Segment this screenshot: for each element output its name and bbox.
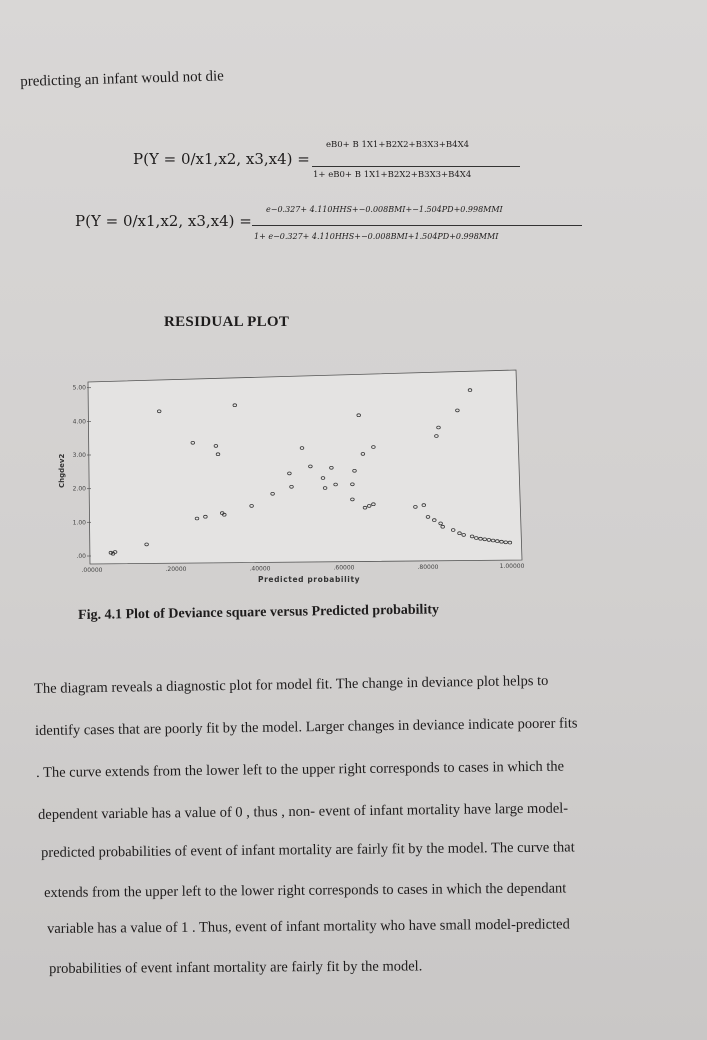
plot-frame bbox=[88, 370, 522, 564]
paragraph-line: dependent variable has a value of 0 , thus , non- event of infant mortality have large model- bbox=[37, 800, 569, 823]
paragraph-line: probabilities of event infant mortality are fairly fit by the model. bbox=[48, 958, 423, 977]
paragraph-line: . The curve extends from the lower left to the upper right corresponds to cases in which the bbox=[35, 758, 565, 781]
formula-1-lhs: P(Y = 0/x1,x2, x3,x4) = bbox=[133, 150, 310, 168]
x-tick-label: 1.00000 bbox=[499, 563, 525, 570]
formula-1-fraction-bar bbox=[312, 166, 520, 167]
x-tick-label: .60000 bbox=[333, 564, 355, 572]
x-tick-label: .40000 bbox=[249, 565, 271, 573]
formula-2-numerator: e−0.327+ 4.110HHS+−0.008BMI+−1.504PD+0.998MMI bbox=[266, 205, 503, 214]
formula-2-fraction-bar bbox=[252, 225, 582, 226]
y-axis-label: Chgdev2 bbox=[58, 453, 66, 488]
formula-2-lhs: P(Y = 0/x1,x2, x3,x4) = bbox=[75, 212, 252, 230]
residual-scatter-chart bbox=[0, 360, 707, 600]
x-tick-label: .20000 bbox=[165, 566, 187, 574]
formula-1-denominator: 1+ eB0+ B 1X1+B2X2+B3X3+B4X4 bbox=[313, 170, 472, 180]
y-tick-label: .00 bbox=[76, 553, 86, 560]
x-axis-label: Predicted probability bbox=[258, 575, 361, 584]
formula-1-numerator: eB0+ B 1X1+B2X2+B3X3+B4X4 bbox=[326, 140, 470, 150]
y-tick-label: 3.00 bbox=[72, 452, 86, 459]
y-tick-label: 1.00 bbox=[72, 519, 86, 527]
x-tick-label: .80000 bbox=[417, 563, 439, 571]
paragraph-line: variable has a value of 1 . Thus, event of infant mortality who have small model-predicted bbox=[46, 916, 570, 937]
paragraph-line: The diagram reveals a diagnostic plot for model fit. The change in deviance plot helps to bbox=[33, 672, 549, 697]
formula-2-denominator: 1+ e−0.327+ 4.110HHS+−0.008BMI+1.504PD+0.998MMI bbox=[254, 232, 499, 241]
y-tick-label: 5.00 bbox=[72, 384, 86, 392]
y-tick-label: 4.00 bbox=[72, 418, 86, 426]
plot-title: RESIDUAL PLOT bbox=[164, 314, 290, 330]
plot-area bbox=[88, 370, 522, 564]
page-heading: predicting an infant would not die bbox=[20, 68, 225, 90]
paragraph-line: extends from the upper left to the lower right corresponds to cases in which the dependant bbox=[43, 880, 567, 901]
paragraph-line: predicted probabilities of event of infant mortality are fairly fit by the model. The curve that bbox=[40, 839, 575, 861]
x-tick-label: .00000 bbox=[81, 567, 103, 574]
figure-caption: Fig. 4.1 Plot of Deviance square versus Predicted probability bbox=[78, 602, 440, 623]
y-tick-label: 2.00 bbox=[72, 485, 86, 493]
paragraph-line: identify cases that are poorly fit by the model. Larger changes in deviance indicate poorer fits bbox=[34, 715, 578, 739]
